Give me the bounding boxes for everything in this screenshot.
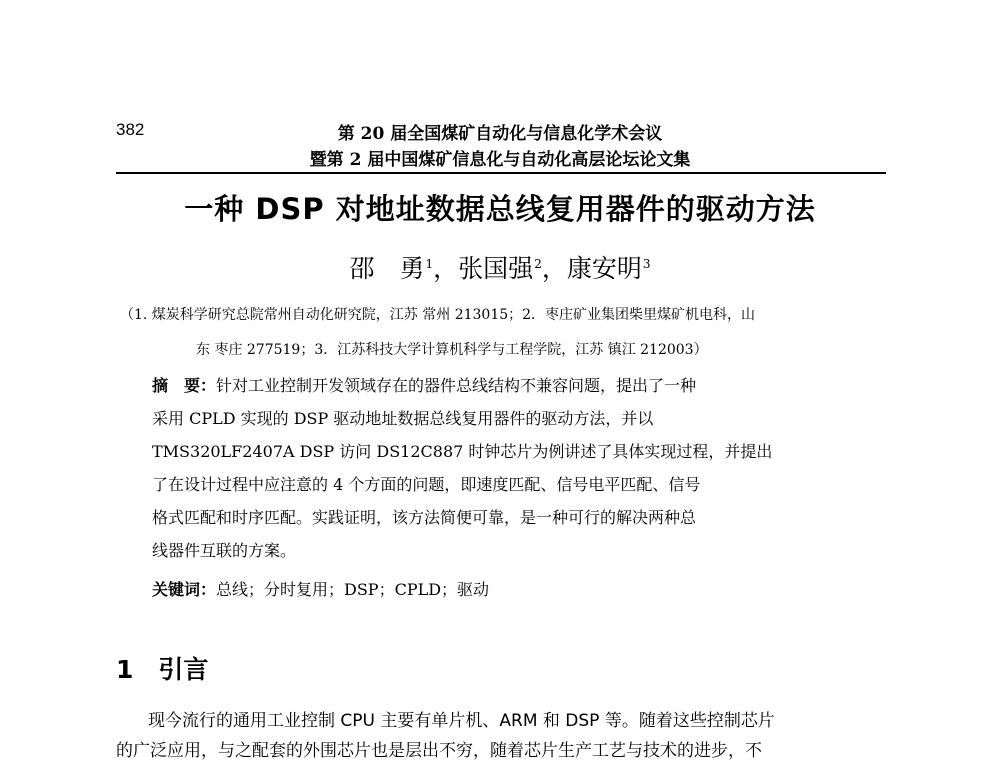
body-paragraph-line: 现今流行的通用工业控制 CPU 主要有单片机、ARM 和 DSP 等。随着这些控制芯片	[148, 711, 775, 731]
paper-title: 一种 DSP 对地址数据总线复用器件的驱动方法	[184, 192, 816, 226]
abstract-line: TMS320LF2407A DSP 访问 DS12C887 时钟芯片为例讲述了具体实现过程，并提出	[152, 442, 773, 461]
author-name: 邵 勇	[349, 254, 425, 283]
author-list	[0, 249, 1000, 285]
keywords-label: 关键词：	[152, 580, 217, 599]
abstract-line	[152, 373, 696, 396]
author-name: 康安明	[566, 254, 642, 283]
abstract-line: 了在设计过程中应注意的 4 个方面的问题，即速度匹配、信号电平匹配、信号	[152, 475, 701, 494]
page-number: 382	[116, 120, 145, 139]
abstract-line: 采用 CPLD 实现的 DSP 驱动地址数据总线复用器件的驱动方法，并以	[152, 409, 654, 428]
keywords-text: 总线；分时复用；DSP；CPLD；驱动	[216, 580, 490, 599]
keywords-line	[152, 577, 489, 600]
abstract-line: 格式匹配和时序匹配。实践证明，该方法简便可靠，是一种可行的解决两种总	[152, 508, 697, 527]
author-name: 张国强	[458, 254, 534, 283]
conference-title-line2: 暨第 2 届中国煤矿信息化与自动化高层论坛论文集	[309, 150, 691, 170]
author-separator: ，	[541, 254, 567, 283]
abstract-text: 针对工业控制开发领域存在的器件总线结构不兼容问题，提出了一种	[216, 376, 697, 395]
author-affiliation-mark: 3	[642, 256, 651, 271]
section-heading: 1 引言	[116, 655, 209, 684]
abstract-label: 摘 要：	[152, 376, 217, 395]
conference-title-line1: 第 20 届全国煤矿自动化与信息化学术会议	[337, 124, 663, 144]
author-affiliation-mark: 1	[425, 256, 434, 271]
author-affiliation-mark: 2	[534, 256, 542, 271]
affiliation-line: 东 枣庄 277519；3．江苏科技大学计算机科学与工程学院，江苏 镇江 212003）	[196, 342, 708, 358]
affiliation-line: （1. 煤炭科学研究总院常州自动化研究院，江苏 常州 213015；2．枣庄矿业集团柴里煤矿机电科，山	[120, 307, 756, 323]
abstract-line: 线器件互联的方案。	[152, 541, 297, 560]
author-separator: ，	[433, 254, 459, 283]
body-paragraph-line: 的广泛应用，与之配套的外围芯片也是层出不穷，随着芯片生产工艺与技术的进步，不	[116, 741, 762, 761]
header-rule	[116, 172, 886, 174]
